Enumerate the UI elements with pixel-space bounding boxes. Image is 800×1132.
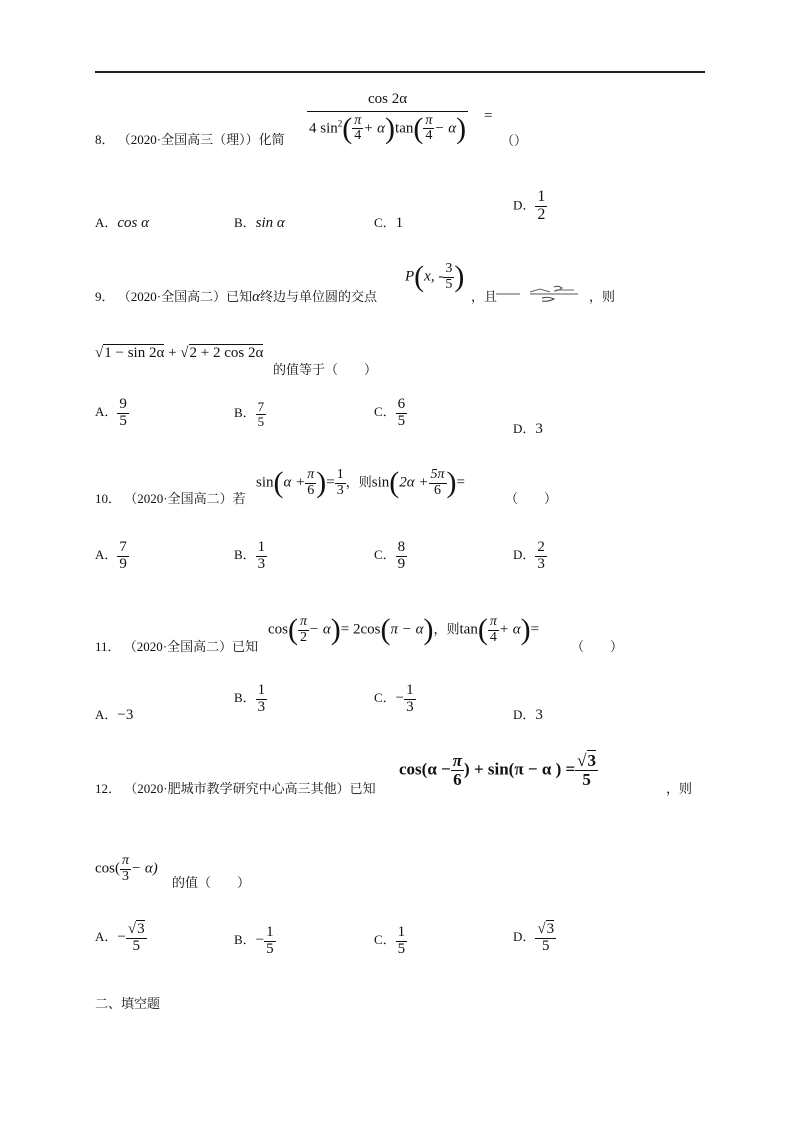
q8-option-d[interactable]: D． $\frac{1}{2}$ [513,188,546,223]
q10-option-b[interactable]: B． $\frac{1}{3}$ [234,539,266,572]
question-number: 8． [95,132,115,147]
q9-line2-text: 的值等于（ ） [273,362,378,377]
q10-trail: （ ） [505,491,558,506]
q8-option-c[interactable]: C．1 [374,215,404,231]
section-title: 二、填空题 [95,996,161,1011]
question-source: （2020·全国高二）已知 [117,289,253,304]
q12-trail: ，则 [666,781,693,796]
question-9: 9． （2020·全国高二）已知α终边与单位圆的交点 [95,289,377,305]
question-number: 11． [95,639,121,654]
q12-line2-text: 的值（ ） [172,875,251,890]
q8-option-b[interactable]: B．sin α [234,215,285,231]
q12-line2-expression: cos( $\frac{\pi}{3}$ − α) [95,853,158,884]
q11-option-c[interactable]: C．− $\frac{1}{3}$ [374,682,414,715]
q11-expression: cos( $\frac{\pi}{2}$ − α)= 2cos(π − α)，则tan( $\frac{\pi}{4}$ + α)= [268,613,540,647]
question-number: 9． [95,289,115,304]
q12-option-c[interactable]: C． $\frac{1}{5}$ [374,924,406,957]
q10-expression: sin(α + $\frac{\pi}{6}$ )= $\frac{1}{3}$ ，则sin(2α + $\frac{5\pi}{6}$ )= [256,466,466,500]
q10-option-d[interactable]: D． $\frac{2}{3}$ [513,539,545,572]
q11-option-d[interactable]: D．3 [513,707,543,723]
q12-option-a[interactable]: A．− $\frac{√3}{5}$ [95,921,145,954]
q9-and: ，且 [471,289,498,304]
q11-trail: （ ） [571,639,624,654]
q9-option-a[interactable]: A． $\frac{9}{5}$ [95,396,127,429]
question-source: （2020·全国高二）已知 [123,639,259,654]
broken-formula-image [494,282,586,311]
header-rule [95,71,705,73]
q12-option-d[interactable]: D． $\frac{√3}{5}$ [513,921,555,954]
q11-option-b[interactable]: B． $\frac{1}{3}$ [234,682,266,715]
q9-line2-expression: √1 − sin 2α + √2 + 2 cos 2α [95,345,264,361]
question-source: （2020·肥城市教学研究中心高三其他）已知 [124,781,376,796]
q9-point: P(x, - $\frac{3}{5}$ ) [405,260,465,294]
q8-trail: （） [501,133,528,148]
q10-option-a[interactable]: A． $\frac{7}{9}$ [95,539,127,572]
q9-then: ，则 [589,289,616,304]
q10-option-c[interactable]: C． $\frac{8}{9}$ [374,539,406,572]
question-number: 12． [95,781,122,796]
q12-option-b[interactable]: B．− $\frac{1}{5}$ [234,924,274,957]
q11-option-a[interactable]: A．−3 [95,707,134,723]
q12-expression: cos(α − $\frac{\pi}{6}$ ) + sin(π − α ) = $\frac{√3}{5}$ [399,751,597,789]
q8-expression: cos 2α 4 $\sin^2$( $\frac{\pi}{4}$ + α)tan( $\frac{\pi}{4}$ − α) [309,91,467,145]
q8-option-a[interactable]: A．cos α [95,215,150,231]
q9-option-d[interactable]: D．3 [513,421,543,437]
question-10 [95,488,246,507]
question-8 [95,129,285,148]
q9-option-b[interactable]: B． $\frac{7}{5}$ [234,399,265,429]
q8-numerator: cos 2α [368,91,408,107]
question-11 [95,636,258,655]
question-source: （2020·全国高三（理））化简 [117,132,285,147]
question-12 [95,778,376,797]
question-number: 10． [95,491,122,506]
question-source: （2020·全国高二）若 [124,491,246,506]
q9-option-c[interactable]: C． $\frac{6}{5}$ [374,396,406,429]
q8-equals: = [484,108,493,124]
